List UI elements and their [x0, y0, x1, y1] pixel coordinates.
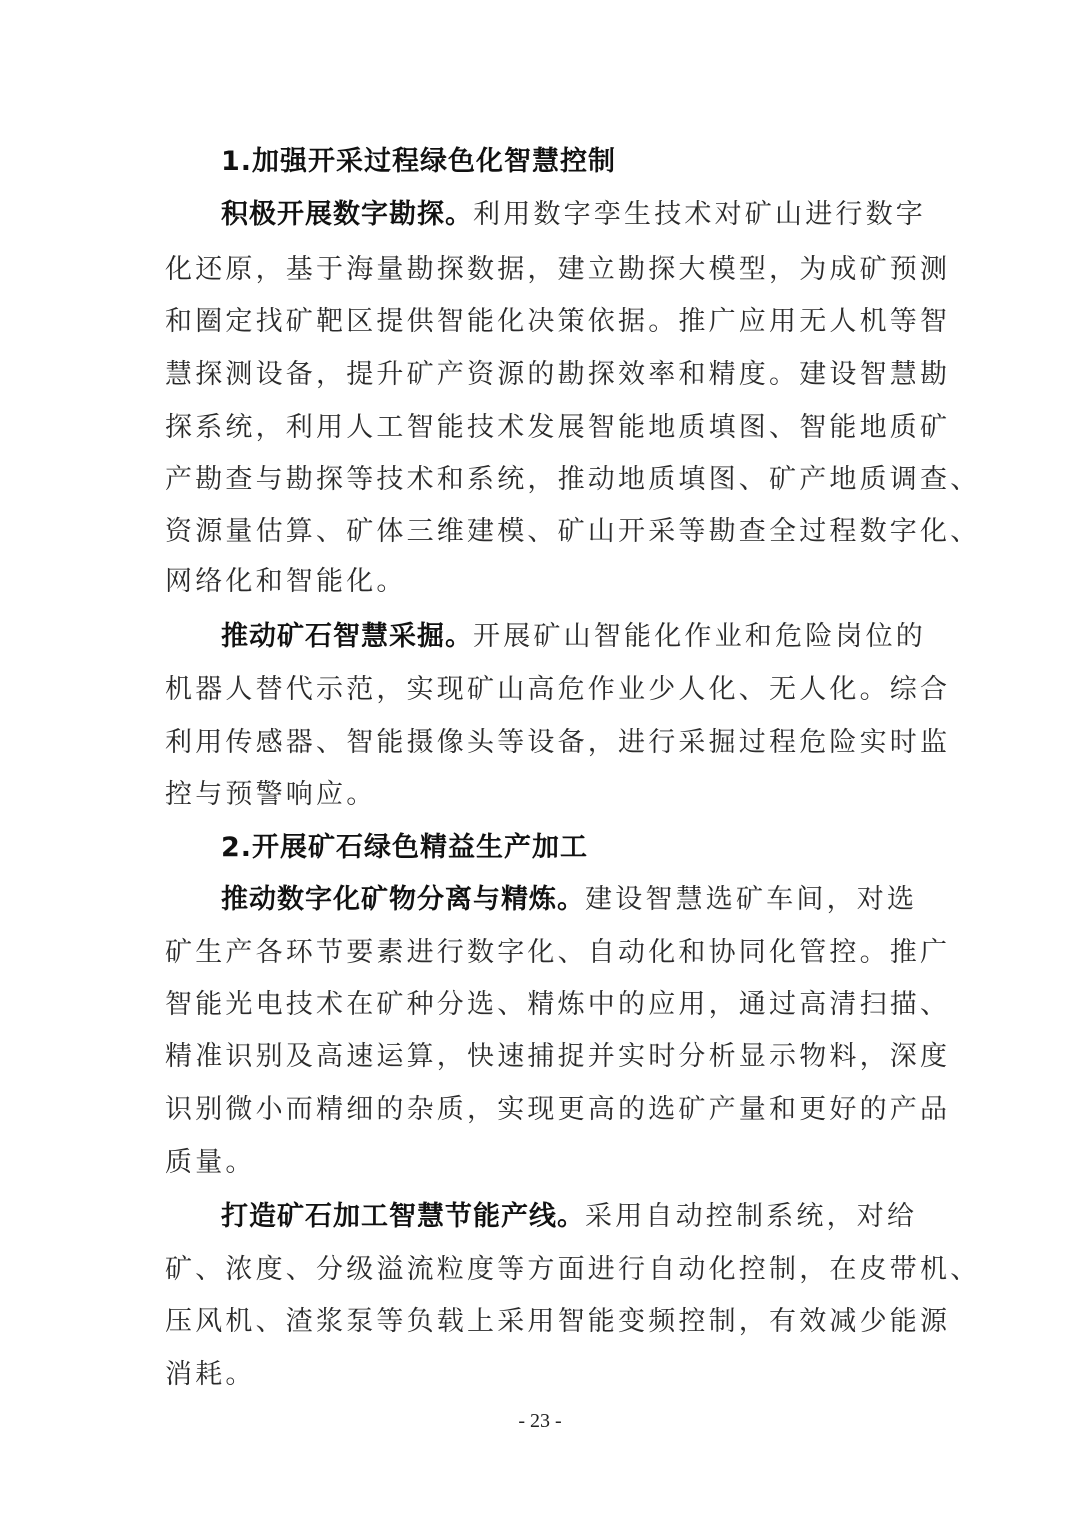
paragraph-line: 网络化和智能化。	[165, 566, 407, 597]
paragraph-line: 智能光电技术在矿种分选、精炼中的应用，通过高清扫描、	[165, 989, 951, 1020]
paragraph-line: 慧探测设备，提升矿产资源的勘探效率和精度。建设智慧勘	[165, 359, 951, 390]
paragraph-line: 消耗。	[165, 1359, 256, 1390]
paragraph-line: 积极开展数字勘探。利用数字孪生技术对矿山进行数字	[221, 199, 926, 230]
paragraph-line: 资源量估算、矿体三维建模、矿山开采等勘查全过程数字化、	[165, 516, 981, 547]
paragraph-line: 压风机、渣浆泵等负载上采用智能变频控制，有效减少能源	[165, 1306, 951, 1337]
paragraph-line: 化还原，基于海量勘探数据，建立勘探大模型，为成矿预测	[165, 254, 951, 285]
paragraph-line: 机器人替代示范，实现矿山高危作业少人化、无人化。综合	[165, 674, 951, 705]
paragraph-line: 探系统，利用人工智能技术发展智能地质填图、智能地质矿	[165, 412, 951, 443]
section-heading-1: 1.加强开采过程绿色化智慧控制	[221, 146, 617, 177]
paragraph-line: 识别微小而精细的杂质，实现更高的选矿产量和更好的产品	[165, 1094, 951, 1125]
section-heading-2: 2.开展矿石绿色精益生产加工	[221, 832, 589, 863]
paragraph-lead: 推动数字化矿物分离与精炼。	[221, 884, 585, 915]
paragraph-line: 矿生产各环节要素进行数字化、自动化和协同化管控。推广	[165, 937, 951, 968]
paragraph-line: 和圈定找矿靶区提供智能化决策依据。推广应用无人机等智	[165, 306, 951, 337]
paragraph-line: 利用传感器、智能摄像头等设备，进行采掘过程危险实时监	[165, 727, 951, 758]
paragraph-line: 质量。	[165, 1147, 256, 1178]
paragraph-line: 控与预警响应。	[165, 779, 377, 810]
paragraph-line: 推动矿石智慧采掘。开展矿山智能化作业和危险岗位的	[221, 621, 926, 652]
paragraph-line: 推动数字化矿物分离与精炼。建设智慧选矿车间，对选	[221, 884, 918, 915]
paragraph-line: 产勘查与勘探等技术和系统，推动地质填图、矿产地质调查、	[165, 464, 981, 495]
paragraph-lead: 积极开展数字勘探。	[221, 199, 473, 230]
paragraph-line: 打造矿石加工智慧节能产线。采用自动控制系统，对给	[221, 1201, 918, 1232]
paragraph-lead: 打造矿石加工智慧节能产线。	[221, 1201, 585, 1232]
paragraph-line: 矿、浓度、分级溢流粒度等方面进行自动化控制，在皮带机、	[165, 1254, 981, 1285]
page-number: - 23 -	[518, 1410, 562, 1432]
paragraph-line: 精准识别及高速运算，快速捕捉并实时分析显示物料，深度	[165, 1041, 951, 1072]
paragraph-lead: 推动矿石智慧采掘。	[221, 621, 473, 652]
